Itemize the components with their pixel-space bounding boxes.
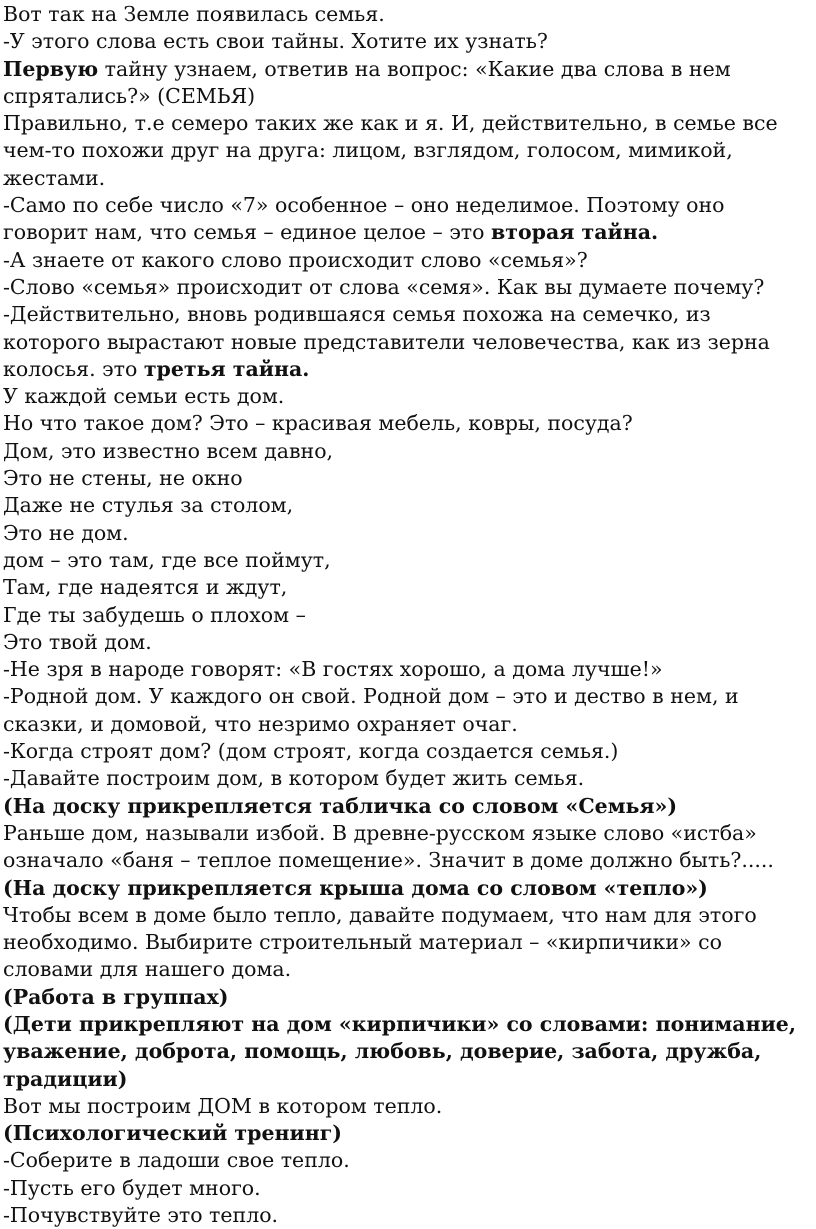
paragraph-psych-training — [3, 1120, 810, 1147]
paragraph-feel-warmth: -Почувствуйте это тепло. — [3, 1203, 279, 1228]
board-roof-bold: (На доску прикрепляется крыша дома со словом «тепло») — [3, 875, 708, 900]
paragraph-first-secret — [3, 56, 810, 111]
poem-line: дом – это там, где все поймут, — [3, 547, 331, 572]
paragraph-word-secrets: -У этого слова есть свои тайны. Хотите их узнать? — [3, 29, 548, 54]
poem-line: Там, где надеятся и ждут, — [3, 575, 288, 600]
bricks-bold: (Дети прикрепляют на дом «кирпичики» со словами: понимание, уважение, доброта, помощь, любовь, доверие, забота, дружба, традиции) — [3, 1011, 796, 1091]
third-secret-bold: третья тайна. — [143, 356, 310, 381]
second-secret-text: -Само по себе число «7» особенное – оно неделимое. Поэтому оно говорит нам, что семья – единое целое – это — [3, 193, 725, 245]
poem-line: Это твой дом. — [3, 629, 152, 654]
first-secret-bold: Первую — [3, 56, 99, 81]
second-secret-bold: вторая тайна. — [491, 220, 659, 245]
third-secret-text: -Действительно, вновь родившаяся семья похожа на семечко, из которого вырастают новые представители человечества, как из зерна колосья. это — [3, 302, 770, 381]
paragraph-word-origin-question: -А знаете от какого слово происходит слово «семья»? — [3, 247, 588, 272]
poem — [3, 438, 810, 656]
paragraph-word-origin: -Слово «семья» происходит от слова «семя». Как вы думаете почему? — [3, 274, 765, 299]
paragraph-collect-warmth: -Соберите в ладоши свое тепло. — [3, 1148, 350, 1173]
paragraph-second-secret — [3, 192, 810, 247]
paragraph-seven-like-me: Правильно, т.е семеро таких же как и я. И, действительно, в семье все чем-то похожи друг на друга: лицом, взглядом, голосом, мимикой, жестами. — [3, 111, 778, 190]
first-secret-text: тайну узнаем, ответив на вопрос: «Какие два слова в нем спрятались?» (СЕМЬЯ) — [3, 56, 731, 108]
paragraph-bricks — [3, 1011, 810, 1093]
paragraph-third-secret — [3, 301, 810, 383]
paragraph-warm-home: Чтобы всем в доме было тепло, давайте подумаем, что нам для этого необходимо. Выбирите строительный материал – «кирпичики» со словами для нашего дома. — [3, 902, 757, 982]
paragraph-family-appeared: Вот так на Земле появилась семья. — [3, 2, 385, 26]
paragraph-what-is-home: Но что такое дом? Это – красивая мебель, ковры, посуда? — [3, 411, 633, 436]
paragraph-every-family-home: У каждой семьи есть дом. — [3, 384, 285, 409]
poem-line: Где ты забудешь о плохом – — [3, 602, 306, 627]
psych-training-bold: (Психологический тренинг) — [3, 1121, 342, 1146]
paragraph-izba: Раньше дом, называли избой. В древне-русском языке слово «истба» означало «баня – теплое помещение». Значит в доме должно быть?..... — [3, 820, 774, 873]
paragraph-native-home: -Родной дом. У каждого он свой. Родной дом – это и дество в нем, и сказки, и домовой, что незримо охраняет очаг. — [3, 684, 739, 736]
poem-line: Это не стены, не окно — [3, 466, 243, 491]
paragraph-lets-build: -Давайте построим дом, в котором будет жить семья. — [3, 766, 585, 791]
paragraph-board-family-sign — [3, 793, 810, 820]
poem-line: Даже не стулья за столом, — [3, 493, 294, 518]
poem-line: Дом, это известно всем давно, — [3, 438, 334, 463]
paragraph-group-work — [3, 984, 810, 1011]
board-family-sign-bold: (На доску прикрепляется табличка со словом «Семья») — [3, 793, 678, 818]
paragraph-proverb: -Не зря в народе говорят: «В гостях хорошо, а дома лучше!» — [3, 657, 663, 682]
paragraph-when-build-home: -Когда строят дом? (дом строят, когда создается семья.) — [3, 739, 619, 764]
poem-line: Это не дом. — [3, 520, 129, 545]
paragraph-board-roof — [3, 875, 810, 902]
group-work-bold: (Работа в группах) — [3, 984, 229, 1009]
paragraph-much-warmth: -Пусть его будет много. — [3, 1175, 261, 1200]
paragraph-built-home: Вот мы построим ДОМ в котором тепло. — [3, 1093, 443, 1118]
